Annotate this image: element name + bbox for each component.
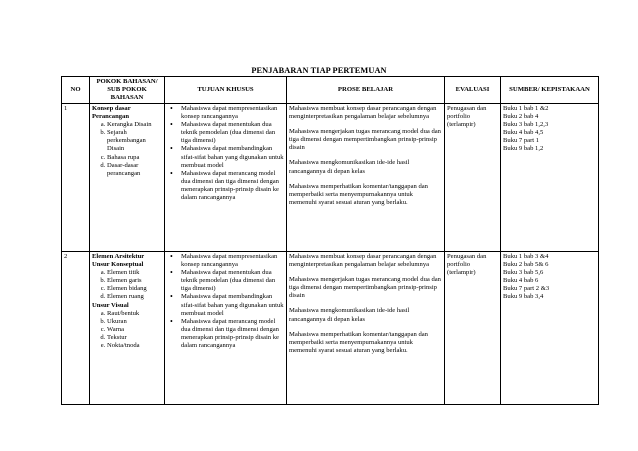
sumber-line: Buku 3 bab 1,2,3: [503, 121, 549, 129]
evaluasi-cell: [445, 104, 501, 252]
list-item: d. Elemen ruang: [107, 293, 162, 301]
row-number: 2: [62, 252, 90, 405]
proses-paragraph: Mahasiswa mengerjakan tugas merancang model dua dan tiga dimensi dengan mempertimbangkan prinsip-prinsip disain: [289, 128, 441, 152]
proses-paragraph: Mahasiswa memperhatikan komentar/tanggapan dan memperbaiki serta menyempurnakannya untuk memenuhi syarat sesuai aturan yang berlaku.: [289, 182, 428, 206]
sumber-cell: [501, 104, 599, 252]
sumber-line: Buku 7 part 2 &3: [503, 285, 550, 293]
list-item: b. Sejarah perkembangan Disain: [107, 129, 162, 153]
evaluasi-line: portfolio: [447, 113, 471, 121]
list-item: • Mahasiswa dapat merancang model dua dimensi dan tiga dimensi dengan menerapkan prinsip-prinsip disain ke dalam rancangannya: [179, 170, 284, 202]
evaluasi-cell: [445, 252, 501, 405]
proses-paragraph: Mahasiswa membuat konsep dasar perancangan dengan menginterpretasikan pengalaman belajar sebelumnya: [289, 105, 437, 121]
header-proses-belajar: PROSE BELAJAR: [287, 77, 445, 104]
sumber-line: Buku 1 bab 1 &2: [503, 105, 549, 112]
list-item: c. Warna: [107, 326, 162, 334]
evaluasi-line: portfolio: [447, 261, 471, 269]
list-item: b. Elemen garis: [107, 277, 162, 285]
list-item: • Mahasiswa dapat menentukan dua teknik pemodelan (dua dimensi dan tiga dimensi): [179, 121, 284, 145]
proses-cell: [287, 104, 445, 252]
pokok-bahasan-cell: [90, 104, 165, 252]
evaluasi-line: Penugasan dan: [447, 105, 487, 112]
list-item: • Mahasiswa dapat mempresentasikan konsep rancangannya: [179, 253, 284, 269]
list-item: e. Nokta/tnoda: [107, 342, 162, 350]
pokok-subtitle: Unsur Visual: [92, 301, 129, 309]
list-item: • Mahasiswa dapat membandingkan sifat-sifat bahan yang digunakan untuk membuat model: [179, 145, 284, 169]
tujuan-cell: [165, 252, 287, 405]
proses-paragraph: Mahasiswa mengerjakan tugas merancang model dua dan tiga dimensi dengan mempertimbangkan prinsip-prinsip disain: [289, 276, 441, 300]
header-no: NO: [62, 77, 90, 104]
table-row: [62, 252, 599, 405]
list-item: a. Kerangka Disain: [107, 121, 162, 129]
list-item: c. Elemen bidang: [107, 285, 162, 293]
header-sumber: SUMBER/ KEPISTAKAAN: [501, 77, 599, 104]
sumber-line: Buku 4 bab 6: [503, 277, 539, 285]
tujuan-cell: [165, 104, 287, 252]
list-item: d. Dasar-dasar perancangan: [107, 162, 162, 178]
list-item: a. Elemen titik: [107, 269, 162, 277]
page-title: PENJABARAN TIAP PERTEMUAN: [251, 66, 387, 75]
sumber-line: Buku 9 bab 3,4: [503, 293, 544, 301]
table-header-row: [62, 77, 599, 104]
list-item: • Mahasiswa dapat menentukan dua teknik pemodelan (dua dimensi dan tiga dimensi): [179, 269, 284, 293]
sumber-cell: [501, 252, 599, 405]
list-item: d. Tekstur: [107, 334, 162, 342]
list-item: c. Bahasa rupa: [107, 154, 162, 162]
pokok-list: [92, 310, 162, 350]
proses-cell: [287, 252, 445, 405]
list-item: b. Ukuran: [107, 318, 162, 326]
evaluasi-line: (terlampir): [447, 121, 476, 129]
list-item: • Mahasiswa dapat merancang model dua dimensi dan tiga dimensi dengan menerapkan prinsip-prinsip disain ke dalam rancangannya: [179, 318, 284, 350]
evaluasi-line: Penugasan dan: [447, 253, 487, 260]
sumber-line: Buku 7 part 1: [503, 137, 540, 145]
pokok-list: [92, 121, 162, 178]
list-item: a. Raut/bentuk: [107, 310, 162, 318]
evaluasi-line: (terlampir): [447, 269, 476, 277]
sumber-line: Buku 2 bab 4: [503, 113, 539, 121]
list-item: • Mahasiswa dapat mempresentasikan konsep rancangannya: [179, 105, 284, 121]
proses-paragraph: Mahasiswa memperhatikan komentar/tanggapan dan memperbaiki serta menyempurnakannya untuk memenuhi syarat sesuai aturan yang berlaku.: [289, 330, 428, 354]
sumber-line: Buku 9 bab 1,2: [503, 145, 544, 153]
list-item: • Mahasiswa dapat membandingkan sifat-sifat bahan yang digunakan untuk membuat model: [179, 293, 284, 317]
sumber-line: Buku 3 bab 5,6: [503, 269, 544, 277]
sumber-line: Buku 2 bab 5& 6: [503, 261, 549, 269]
pokok-list: [92, 269, 162, 301]
sumber-line: Buku 4 bab 4,5: [503, 129, 544, 137]
header-pokok-bahasan: POKOK BAHASAN/ SUB POKOK BAHASAN: [90, 77, 165, 104]
header-evaluasi: EVALUASI: [445, 77, 501, 104]
proses-paragraph: Mahasiswa membuat konsep dasar perancangan dengan menginterpretasikan pengalaman belajar sebelumnya: [289, 253, 437, 269]
row-number: 1: [62, 104, 90, 252]
table-row: [62, 104, 599, 252]
proses-paragraph: Mahasiswa mengkomunikasikan ide-ide hasil rancangannya di depan kelas: [289, 159, 410, 175]
sumber-line: Buku 1 bab 3 &4: [503, 253, 549, 260]
pokok-title: Elemen Arsitektur Unsur Konseptual: [92, 253, 145, 269]
tujuan-list: [167, 105, 284, 202]
header-tujuan-khusus: TUJUAN KHUSUS: [165, 77, 287, 104]
tujuan-list: [167, 253, 284, 350]
pokok-bahasan-cell: [90, 252, 165, 405]
proses-paragraph: Mahasiswa mengkomunikasikan ide-ide hasil rancangannya di depan kelas: [289, 307, 410, 323]
pokok-title: Konsep dasar Perancangan: [92, 105, 131, 121]
syllabus-table: [61, 76, 599, 405]
